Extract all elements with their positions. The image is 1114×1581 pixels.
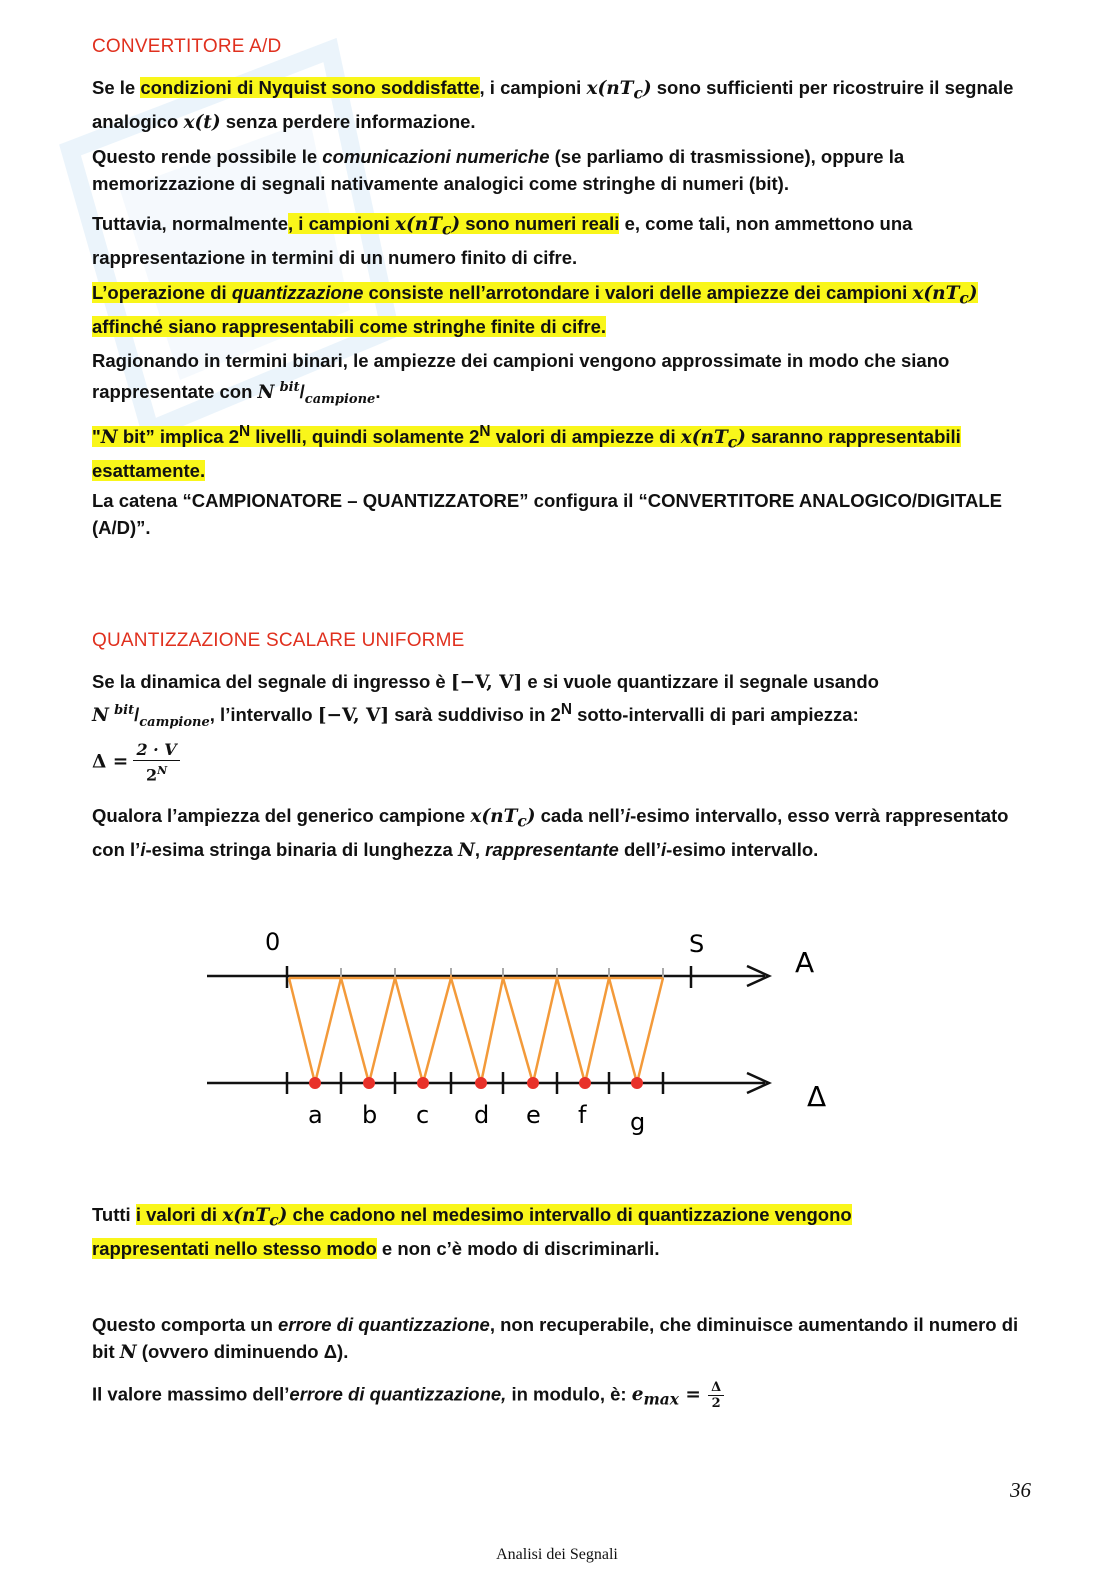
paragraph-dinamica: Se la dinamica del segnale di ingresso è [−V, V] e si vuole quantizzare il segnale usando N $^{bit}/_{campione}$, l’intervallo [−V, V] sarà suddiviso in $2^N$ sotto-intervalli di pari ampiezza: xyxy=(92,671,879,730)
point-e xyxy=(527,1077,539,1089)
point-label: c xyxy=(416,1101,430,1129)
point-label: e xyxy=(526,1101,541,1129)
paragraph-livelli: "N bit” implica $2^N$ livelli, quindi solamente $2^N$ valori di ampiezze di $x(nT_c)$ saranno rappresentabili esattamente. xyxy=(92,423,961,481)
formula-delta: Δ = $\frac{2 \cdot V}{2^N}$ xyxy=(92,740,1022,785)
point-label: g xyxy=(630,1108,646,1136)
label-zero: 0 xyxy=(265,928,281,956)
point-label: d xyxy=(474,1101,490,1129)
paragraph-numeri-reali: Tuttavia, normalmente, i campioni $x(nT_c)$ sono numeri reali e, come tali, non ammettono una rappresentazione in termini di un numero finito di cifre. xyxy=(92,213,913,268)
heading-quantizzazione-uniforme: QUANTIZZAZIONE SCALARE UNIFORME xyxy=(92,630,465,651)
page-footer: Analisi dei Segnali xyxy=(496,1546,618,1563)
quantization-diagram xyxy=(195,920,855,1150)
heading-convertitore: CONVERTITORE A/D xyxy=(92,36,282,57)
point-label: a xyxy=(308,1101,323,1129)
paragraph-quantizzazione: L’operazione di quantizzazione consiste nell’arrotondare i valori delle ampiezze dei campioni $x(nT_c)$ affinché siano rappresentabili come stringhe finite di cifre. xyxy=(92,282,978,337)
point-label: b xyxy=(362,1101,378,1129)
point-g xyxy=(631,1077,643,1089)
point-c xyxy=(417,1077,429,1089)
label-s: S xyxy=(689,930,705,958)
paragraph-binari: Ragionando in termini binari, le ampiezze dei campioni vengono approssimate in modo che siano rappresentate con N $^{bit}/_{campione}$. xyxy=(92,350,950,407)
paragraph-catena: La catena “CAMPIONATORE – QUANTIZZATORE” configura il “CONVERTITORE ANALOGICO/DIGITALE (A/D)”. xyxy=(92,490,1002,538)
point-label: f xyxy=(578,1101,587,1129)
quantization-zigzag xyxy=(289,978,663,1083)
paragraph-errore-massimo: Il valore massimo dell’errore di quantizzazione, in modulo, è: $e_{max}$ = $\frac{\Delta}{2}$ xyxy=(92,1380,1022,1414)
paragraph-nyquist: Se le condizioni di Nyquist sono soddisfatte, i campioni $x(nT_c)$ sono sufficienti per ricostruire il segnale analogico x(t) senza perdere informazione. xyxy=(92,77,1014,133)
page-number: 36 xyxy=(1010,1478,1031,1502)
zigzag-line xyxy=(289,978,663,1083)
point-f xyxy=(579,1077,591,1089)
point-a xyxy=(309,1077,321,1089)
point-b xyxy=(363,1077,375,1089)
paragraph-tutti-valori: Tutti i valori di $x(nT_c)$ che cadono nel medesimo intervallo di quantizzazione vengono rappresentati nello stesso modo e non c’è modo di discriminarli. xyxy=(92,1204,852,1259)
label-axis-a: A xyxy=(795,946,815,979)
paragraph-errore: Questo comporta un errore di quantizzazione, non recuperabile, che diminuisce aumentando il numero di bit N (ovvero diminuendo Δ). xyxy=(92,1314,1019,1363)
paragraph-campione: Qualora l’ampiezza del generico campione $x(nT_c)$ cada nell’i-esimo intervallo, esso verrà rappresentato con l’i-esima stringa binaria di lunghezza N, rappresentante dell’i-esimo intervallo. xyxy=(92,805,1009,861)
label-axis-delta: Δ xyxy=(807,1080,827,1113)
point-labels xyxy=(308,1101,645,1136)
point-d xyxy=(475,1077,487,1089)
paragraph-comunicazioni: Questo rende possibile le comunicazioni numeriche (se parliamo di trasmissione), oppure la memorizzazione di segnali nativamente analogici come stringhe di numeri (bit). xyxy=(92,146,905,194)
